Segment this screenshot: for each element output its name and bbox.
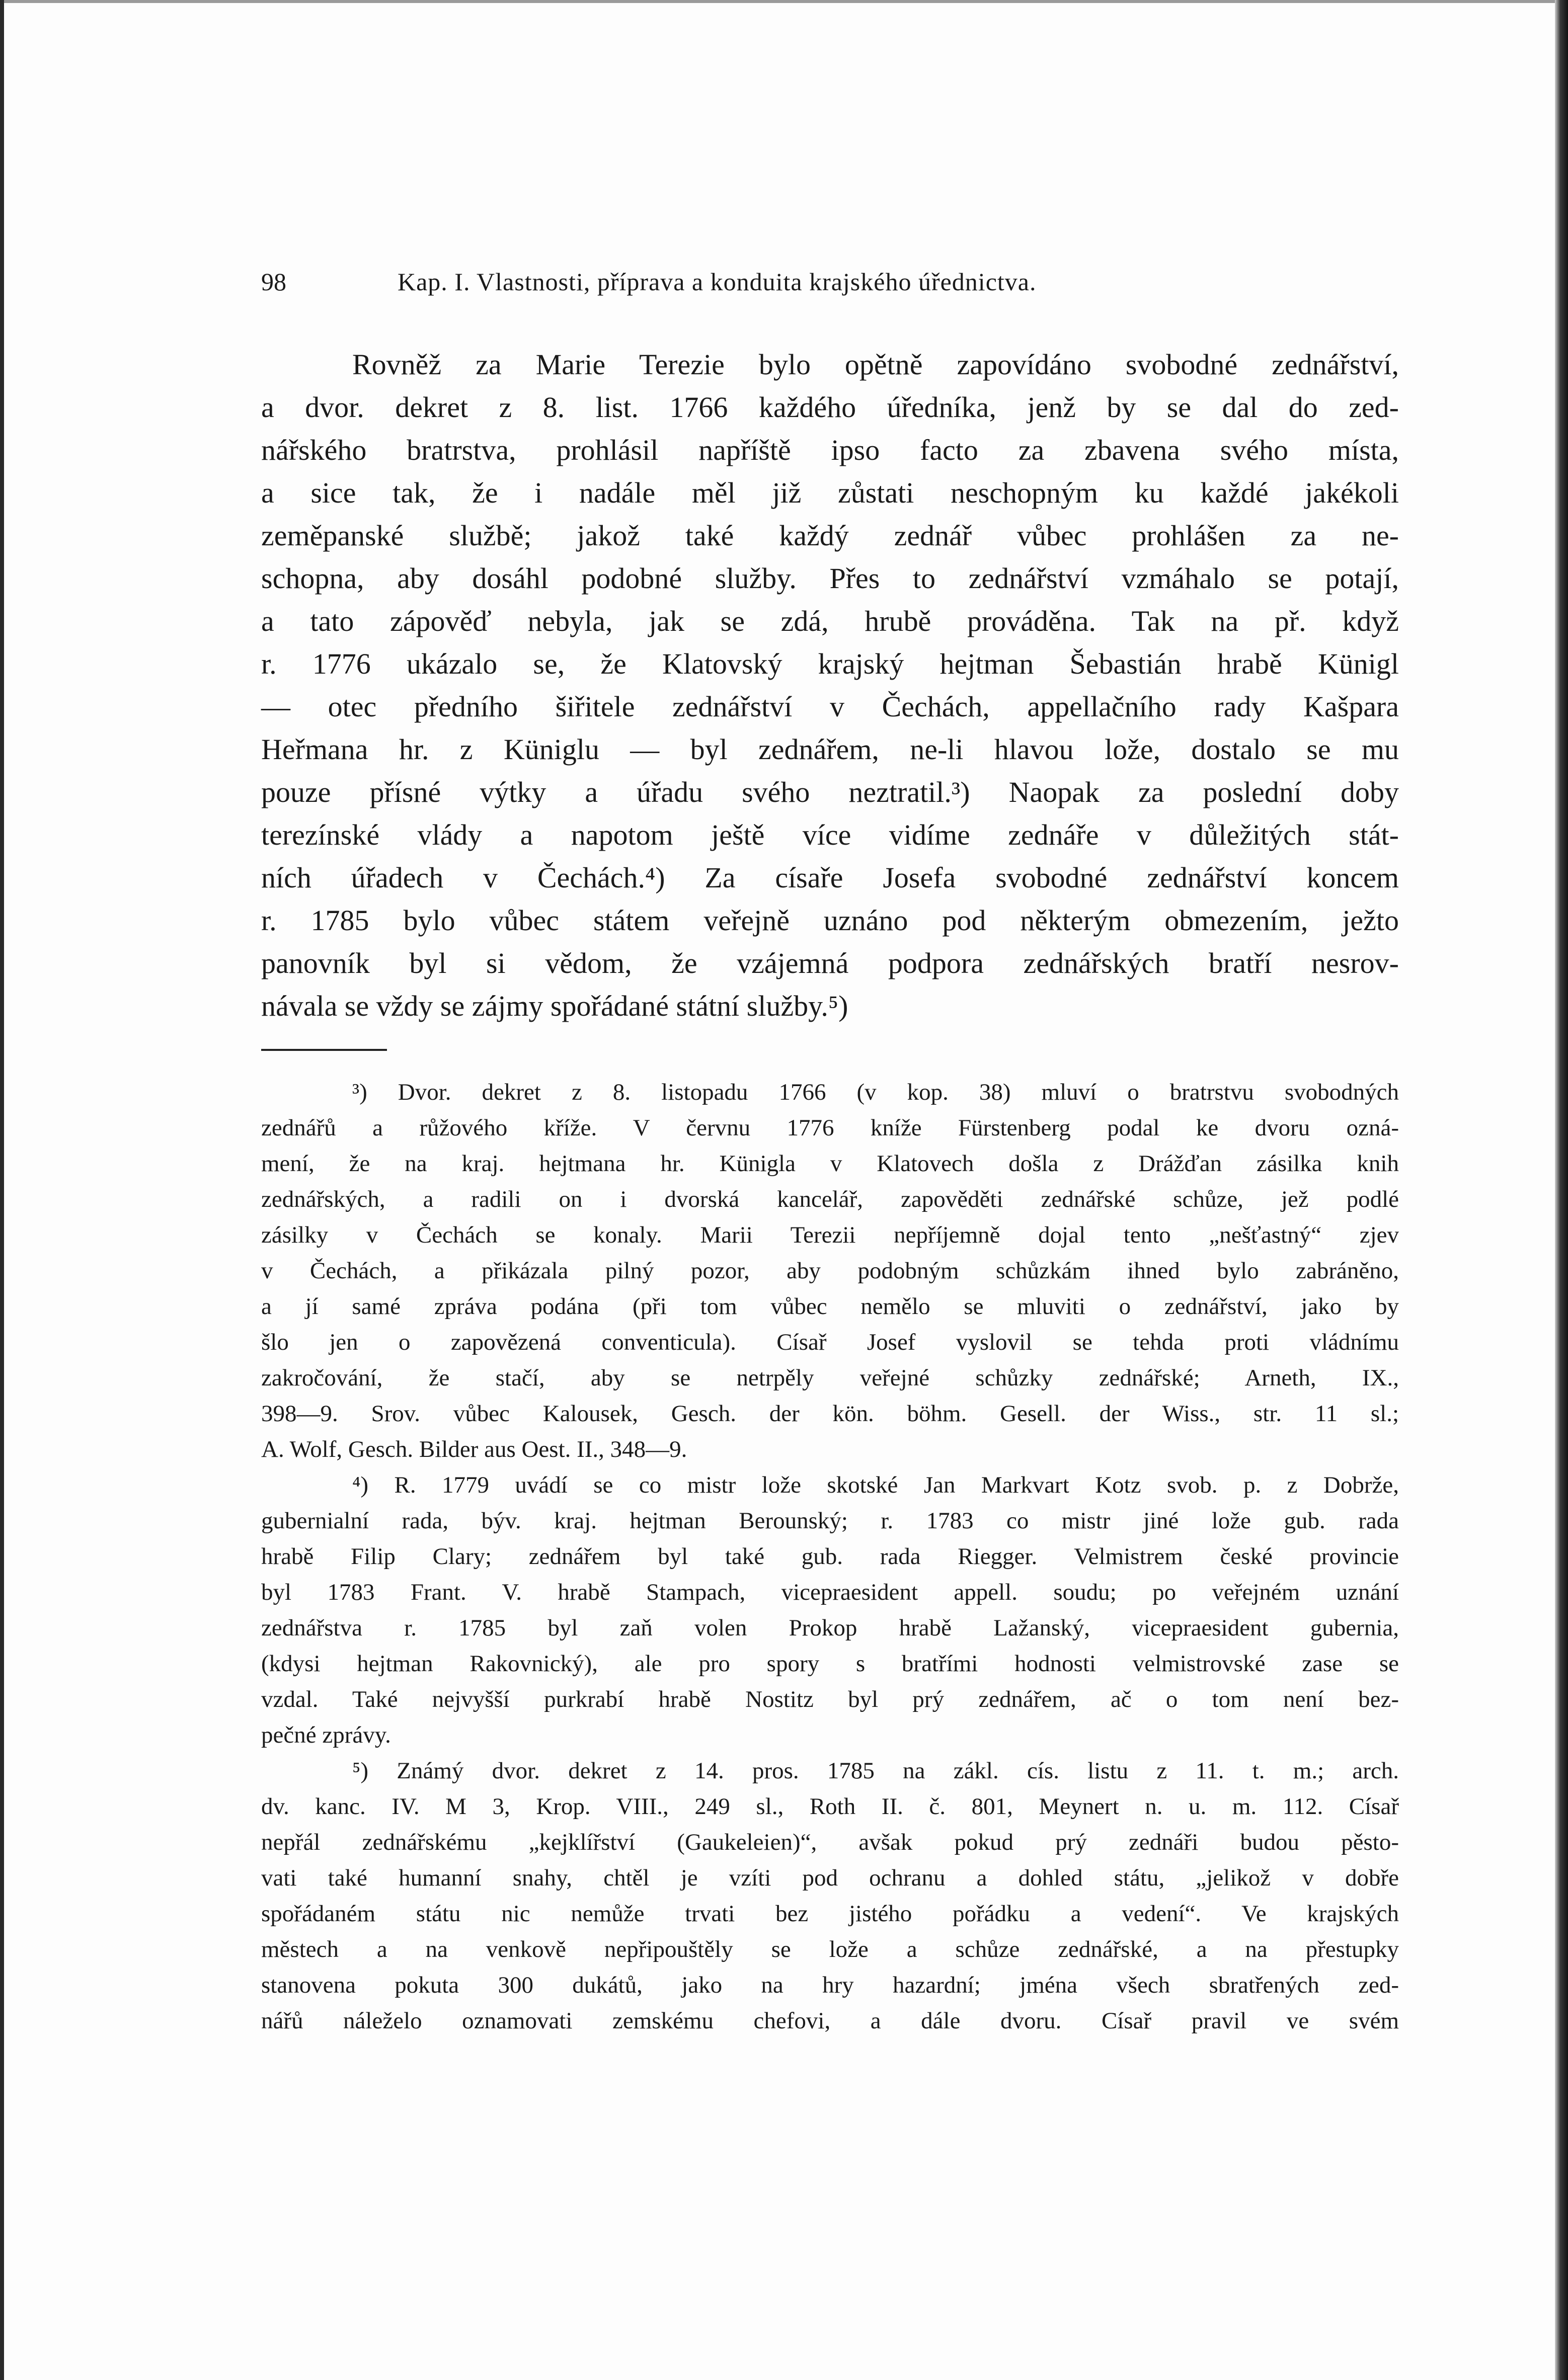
- scan-edge-right: [1555, 0, 1568, 2380]
- footnote-4: [261, 1467, 1399, 1753]
- text-line: ních úřadech v Čechách.⁴) Za císaře Josefa svobodné zednářství koncem: [261, 861, 1399, 894]
- text-line: a tato zápověď nebyla, jak se zdá, hrubě prováděna. Tak na př. když: [261, 605, 1399, 637]
- main-paragraph: [261, 343, 1399, 1027]
- text-line: a sice tak, že i nadále měl již zůstati neschopným ku každé jakékoli: [261, 476, 1399, 509]
- text-line: nářského bratrstva, prohlásil napříště ipso facto za zbavena svého místa,: [261, 434, 1399, 466]
- footnote-line: zednářstva r. 1785 byl zaň volen Prokop hrabě Lažanský, vicepraesident gubernia,: [261, 1615, 1399, 1641]
- text-line: pouze přísné výtky a úřadu svého neztratil.³) Naopak za poslední doby: [261, 776, 1399, 808]
- footnote-line: zednářů a růžového kříže. V červnu 1776 kníže Fürstenberg podal ke dvoru ozná-: [261, 1115, 1399, 1141]
- text-line: panovník byl si vědom, že vzájemná podpora zednářských bratří nesrov-: [261, 947, 1399, 979]
- footnote-line: v Čechách, a přikázala pilný pozor, aby podobným schůzkám ihned bylo zabráněno,: [261, 1258, 1399, 1284]
- footnote-line: zásilky v Čechách se konaly. Marii Terezii nepříjemně dojal tento „nešťastný“ zjev: [261, 1222, 1399, 1248]
- running-header: [261, 262, 1399, 302]
- text-line: schopna, aby dosáhl podobné služby. Přes to zednářství vzmáhalo se potají,: [261, 562, 1399, 595]
- footnote-line: a jí samé zpráva podána (při tom vůbec nemělo se mluviti o zednářství, jako by: [261, 1293, 1399, 1320]
- text-line: Rovněž za Marie Terezie bylo opětně zapovídáno svobodné zednářství,: [352, 348, 1399, 381]
- text-line: terezínské vlády a napotom ještě více vidíme zednáře v důležitých stát-: [261, 818, 1399, 851]
- footnote-line: hrabě Filip Clary; zednářem byl také gub. rada Riegger. Velmistrem české provincie: [261, 1543, 1399, 1570]
- footnote-line: (kdysi hejtman Rakovnický), ale pro spory s bratřími hodnosti velmistrovské zase se: [261, 1651, 1399, 1677]
- scan-edge-top: [0, 0, 1568, 3]
- footnote-line: byl 1783 Frant. V. hrabě Stampach, vicepraesident appell. soudu; po veřejném uznání: [261, 1579, 1399, 1605]
- footnote-line: vati také humanní snahy, chtěl je vzíti pod ochranu a dohled státu, „jelikož v dobře: [261, 1865, 1399, 1891]
- footnote-line: zednářských, a radili on i dvorská kancelář, zapověděti zednářské schůze, jež podlé: [261, 1186, 1399, 1212]
- text-line: — otec předního šiřitele zednářství v Čechách, appellačního rady Kašpara: [261, 690, 1399, 723]
- footnote-line: ⁵) Známý dvor. dekret z 14. pros. 1785 na zákl. cís. listu z 11. t. m.; arch.: [352, 1758, 1399, 1784]
- footnote-line: pečné zprávy.: [261, 1722, 391, 1748]
- footnote-line: dv. kanc. IV. M 3, Krop. VIII., 249 sl., Roth II. č. 801, Meynert n. u. m. 112. Císař: [261, 1793, 1399, 1820]
- footnotes: [261, 1075, 1399, 2039]
- footnote-line: nářů náleželo oznamovati zemskému chefovi, a dále dvoru. Císař pravil ve svém: [261, 2008, 1399, 2034]
- footnote-line: ³) Dvor. dekret z 8. listopadu 1766 (v kop. 38) mluví o bratrstvu svobodných: [352, 1079, 1399, 1105]
- running-title: Kap. I. Vlastnosti, příprava a konduita krajského úřednictva.: [398, 268, 1037, 296]
- footnote-line: vzdal. Také nejvyšší purkrabí hrabě Nostitz byl prý zednářem, ač o tom není bez-: [261, 1686, 1399, 1712]
- text-line: r. 1785 bylo vůbec státem veřejně uznáno pod některým obmezením, ježto: [261, 904, 1399, 937]
- footnote-line: A. Wolf, Gesch. Bilder aus Oest. II., 348—9.: [261, 1436, 687, 1462]
- footnote-line: šlo jen o zapovězená conventicula). Císař Josef vyslovil se tehda proti vládnímu: [261, 1329, 1399, 1355]
- footnote-line: mení, že na kraj. hejtmana hr. Künigla v Klatovech došla z Drážďan zásilka knih: [261, 1151, 1399, 1177]
- footnote-line: městech a na venkově nepřipouštěly se lože a schůze zednářské, a na přestupky: [261, 1936, 1399, 1962]
- footnote-line: gubernialní rada, býv. kraj. hejtman Berounský; r. 1783 co mistr jiné lože gub. rada: [261, 1508, 1399, 1534]
- text-line: zeměpanské službě; jakož také každý zednář vůbec prohlášen za ne-: [261, 519, 1399, 552]
- text-line: a dvor. dekret z 8. list. 1766 každého úředníka, jenž by se dal do zed-: [261, 391, 1399, 424]
- footnote-line: zakročování, že stačí, aby se netrpěly veřejné schůzky zednářské; Arneth, IX.,: [261, 1365, 1399, 1391]
- footnote-line: stanovena pokuta 300 dukátů, jako na hry hazardní; jména všech sbratřených zed-: [261, 1972, 1399, 1998]
- footnote-3: [261, 1075, 1399, 1467]
- text-line: Heřmana hr. z Küniglu — byl zednářem, ne-li hlavou lože, dostalo se mu: [261, 733, 1399, 766]
- footnote-line: ⁴) R. 1779 uvádí se co mistr lože skotské Jan Markvart Kotz svob. p. z Dobrže,: [352, 1472, 1399, 1498]
- page-number: 98: [261, 268, 286, 296]
- text-line: r. 1776 ukázalo se, že Klatovský krajský hejtman Šebastián hrabě Künigl: [261, 647, 1399, 680]
- footnote-line: 398—9. Srov. vůbec Kalousek, Gesch. der kön. böhm. Gesell. der Wiss., str. 11 sl.;: [261, 1401, 1399, 1427]
- footnote-line: spořádaném státu nic nemůže trvati bez jistého pořádku a vedení“. Ve krajských: [261, 1901, 1399, 1927]
- scan-edge-left: [0, 0, 4, 2380]
- footnote-5: [261, 1753, 1399, 2039]
- footnote-line: nepřál zednářskému „kejklířství (Gaukeleien)“, avšak pokud prý zednáři budou pěsto-: [261, 1829, 1399, 1855]
- footnote-separator: [261, 1049, 387, 1051]
- text-line: návala se vždy se zájmy spořádané státní služby.⁵): [261, 990, 848, 1022]
